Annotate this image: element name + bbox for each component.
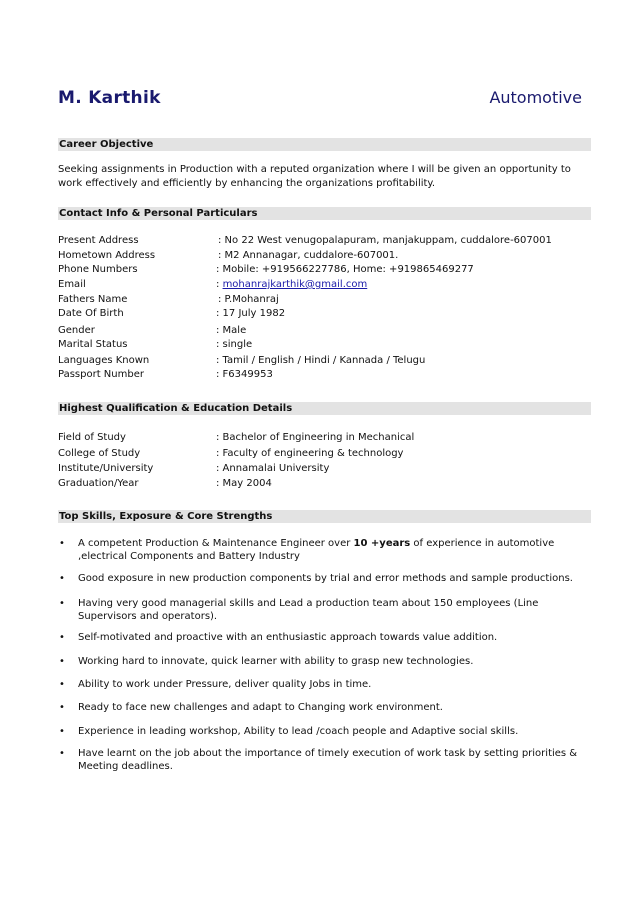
candidate-role: Automotive (489, 88, 582, 107)
bullet-icon: • (59, 656, 65, 667)
contact-heading: Contact Info & Personal Particulars (58, 207, 591, 220)
career-objective-text: Seeking assignments in Production with a reputed organization where I will be given an opportunity to work effectively and efficiently by enhancing the organizations profitability. (58, 164, 571, 189)
email-link[interactable]: mohanrajkarthik@gmail.com (222, 279, 368, 290)
bullet-icon: • (59, 573, 65, 584)
skill-text: Working hard to innovate, quick learner with ability to grasp new technologies. (78, 656, 474, 667)
education-value: : May 2004 (216, 478, 272, 489)
career-objective-heading: Career Objective (58, 138, 591, 151)
contact-label: Hometown Address (58, 250, 156, 261)
contact-label: Present Address (58, 235, 139, 246)
skill-text: Experience in leading workshop, Ability to lead /coach people and Adaptive social skills. (78, 726, 519, 737)
education-value: : Faculty of engineering & technology (216, 448, 404, 459)
education-heading: Highest Qualification & Education Details (58, 402, 591, 415)
bullet-icon: • (59, 538, 65, 549)
contact-value (216, 278, 367, 292)
skill-text: Ability to work under Pressure, deliver quality Jobs in time. (78, 679, 372, 690)
email-prefix: : (216, 279, 223, 290)
skills-heading: Top Skills, Exposure & Core Strengths (58, 510, 591, 523)
education-value: : Annamalai University (216, 463, 330, 474)
contact-value: : No 22 West venugopalapuram, manjakuppam, cuddalore-607001 (218, 235, 552, 246)
contact-value: : Male (216, 325, 247, 336)
contact-label: Email (58, 279, 86, 290)
education-label: Institute/University (58, 463, 154, 474)
education-label: Graduation/Year (58, 478, 139, 489)
skill-text: Ready to face new challenges and adapt to Changing work environment. (78, 702, 443, 713)
bullet-icon: • (59, 679, 65, 690)
skill-text: A competent Production & Maintenance Engineer over 10 +years of experience in automotive ,electrical Components and Battery Industry (78, 538, 555, 562)
skill-text: Have learnt on the job about the importance of timely execution of work task by setting priorities & Meeting deadlines. (78, 748, 578, 772)
bullet-icon: • (59, 702, 65, 713)
education-label: Field of Study (58, 432, 126, 443)
contact-value: : Mobile: +919566227786, Home: +919865469277 (216, 264, 474, 275)
candidate-name: M. Karthik (58, 88, 161, 108)
contact-value: : F6349953 (216, 369, 273, 380)
skill-text: Good exposure in new production components by trial and error methods and sample productions. (78, 573, 573, 584)
education-value: : Bachelor of Engineering in Mechanical (216, 432, 415, 443)
skill-text: Self-motivated and proactive with an enthusiastic approach towards value addition. (78, 632, 498, 643)
contact-value: : Tamil / English / Hindi / Kannada / Telugu (216, 355, 426, 366)
contact-value: : 17 July 1982 (216, 308, 286, 319)
contact-value: : P.Mohanraj (218, 294, 279, 305)
contact-label: Marital Status (58, 339, 128, 350)
contact-label: Phone Numbers (58, 264, 138, 275)
contact-label: Date Of Birth (58, 308, 124, 319)
contact-value: : single (216, 339, 253, 350)
bullet-icon: • (59, 726, 65, 737)
bullet-icon: • (59, 632, 65, 643)
contact-label: Passport Number (58, 369, 144, 380)
contact-label: Gender (58, 325, 95, 336)
contact-label: Languages Known (58, 355, 150, 366)
contact-label: Fathers Name (58, 294, 128, 305)
bullet-icon: • (59, 598, 65, 609)
education-label: College of Study (58, 448, 141, 459)
skill-text: Having very good managerial skills and Lead a production team about 150 employees (Line Supervisors and operators). (78, 598, 539, 622)
bullet-icon: • (59, 748, 65, 759)
contact-value: : M2 Annanagar, cuddalore-607001. (218, 250, 399, 261)
